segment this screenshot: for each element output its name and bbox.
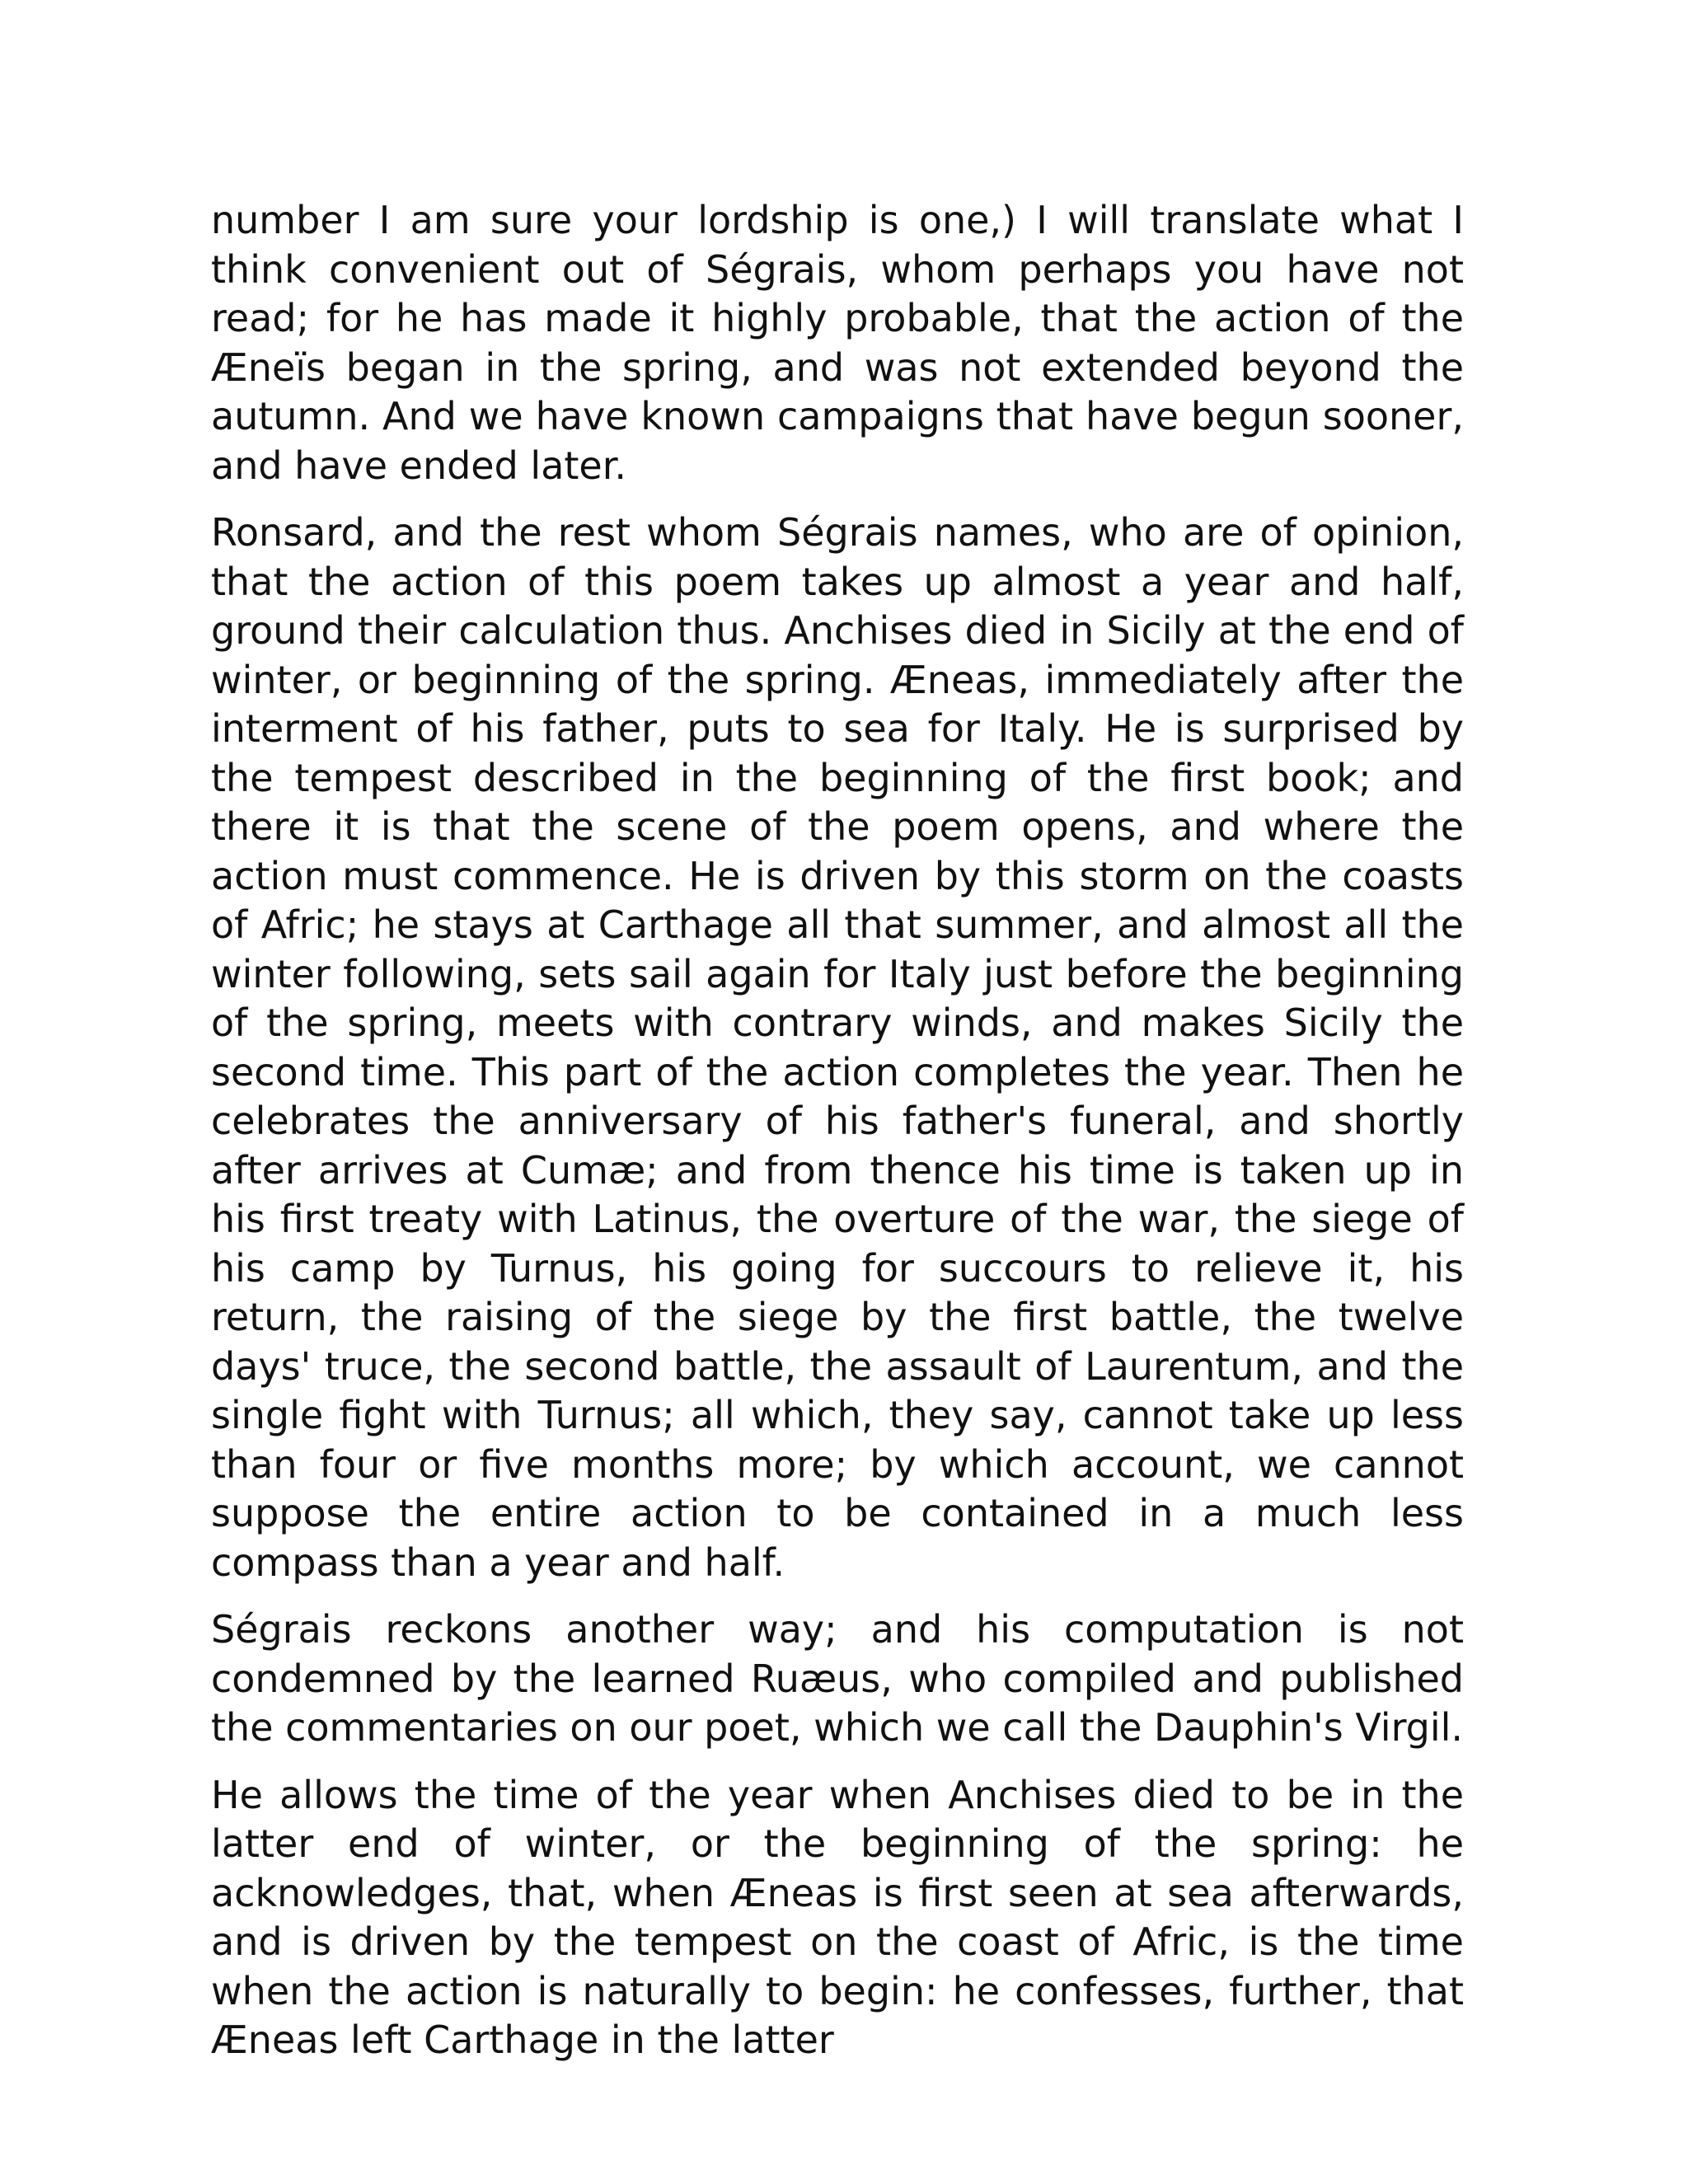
text-body: [211, 196, 1464, 2083]
paragraph-4: He allows the time of the year when Anchises died to be in the latter end of winter, or the beginning of the spring: he acknowledges, that, when Æneas is first seen at sea afterwards, and is driven by the tempest on the coast of Afric, is the time when the action is naturally to begin: he confesses, further, that Æneas left Carthage in the latter: [211, 1772, 1464, 2062]
paragraph-3: Ségrais reckons another way; and his computation is not condemned by the learned Ruæus, who compiled and published the commentaries on our poet, which we call the Dauphin's Virgil.: [211, 1607, 1464, 1750]
paragraph-1: number I am sure your lordship is one,) I will translate what I think convenient out of Ségrais, whom perhaps you have not read; for he has made it highly probable, that the action of the Æneïs began in the spring, and was not extended beyond the autumn. And we have known campaigns that have begun sooner, and have ended later.: [211, 198, 1464, 488]
paragraph-2: Ronsard, and the rest whom Ségrais names, who are of opinion, that the action of this poem takes up almost a year and half, ground their calculation thus. Anchises died in Sicily at the end of winter, or beginning of the spring. Æneas, immediately after the interment of his father, puts to sea for Italy. He is surprised by the tempest described in the beginning of the first book; and there it is that the scene of the poem opens, and where the action must commence. He is driven by this storm on the coasts of Afric; he stays at Carthage all that summer, and almost all the winter following, sets sail again for Italy just before the beginning of the spring, meets with contrary winds, and makes Sicily the second time. This part of the action completes the year. Then he celebrates the anniversary of his father's funeral, and shortly after arrives at Cumæ; and from thence his time is taken up in his first treaty with Latinus, the overture of the war, the siege of his camp by Turnus, his going for succours to relieve it, his return, the raising of the siege by the first battle, the twelve days' truce, the second battle, the assault of Laurentum, and the single fight with Turnus; all which, they say, cannot take up less than four or five months more; by which account, we cannot suppose the entire action to be contained in a much less compass than a year and half.: [211, 510, 1464, 1585]
